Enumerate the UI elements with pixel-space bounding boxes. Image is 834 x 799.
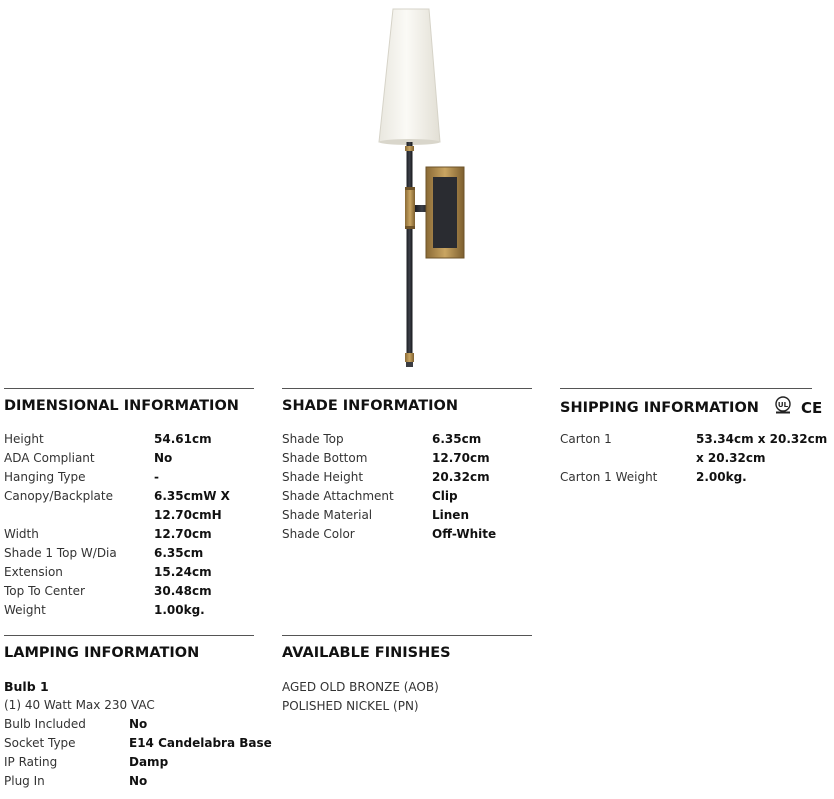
- spec-label: Width: [4, 527, 39, 541]
- spec-value: x 20.32cm: [696, 451, 766, 465]
- spec-label: Bulb Included: [4, 717, 86, 731]
- spec-label: Top To Center: [4, 584, 85, 598]
- spec-label: Weight: [4, 603, 46, 617]
- spec-row: [282, 449, 532, 468]
- spec-row: [4, 753, 254, 772]
- section-heading: LAMPING INFORMATION: [4, 645, 200, 661]
- spec-value: Linen: [432, 508, 469, 522]
- spec-label: [4, 506, 154, 525]
- spec-value: No: [154, 451, 173, 465]
- shipping-heading-text: SHIPPING INFORMATION: [560, 400, 759, 416]
- spec-row: [4, 430, 254, 449]
- section-heading: AVAILABLE FINISHES: [282, 645, 451, 661]
- finishes-section: [282, 635, 532, 716]
- spec-row: [560, 449, 812, 468]
- spec-label: Shade Material: [282, 508, 373, 522]
- shipping-rows: [560, 430, 828, 487]
- section-divider: [282, 635, 532, 636]
- shade-rows: [282, 430, 532, 544]
- spec-row: [4, 601, 254, 620]
- spec-value: 30.48cm: [154, 584, 212, 598]
- spec-value: 6.35cm: [432, 432, 482, 446]
- section-divider: [282, 388, 532, 389]
- spec-label: IP Rating: [4, 755, 58, 769]
- spec-row: [282, 506, 532, 525]
- ul-listed-icon: [772, 396, 794, 420]
- spec-value: 12.70cm: [432, 451, 490, 465]
- spec-label: Plug In: [4, 774, 45, 788]
- dimensional-rows: [4, 430, 254, 620]
- spec-value: No: [129, 774, 148, 788]
- spec-row: [4, 449, 254, 468]
- spec-row: [4, 487, 254, 506]
- spec-value: -: [154, 470, 159, 484]
- spec-value: 6.35cm: [154, 546, 204, 560]
- spec-value: 12.70cm: [154, 527, 212, 541]
- section-heading: [560, 396, 823, 417]
- spec-label: Hanging Type: [4, 470, 86, 484]
- ce-mark-icon: CE: [801, 399, 823, 417]
- bulb-description: (1) 40 Watt Max 230 VAC: [4, 698, 155, 712]
- spec-row: [282, 468, 532, 487]
- spec-row: [282, 487, 532, 506]
- spec-label: ADA Compliant: [4, 451, 95, 465]
- spec-row: [4, 715, 254, 734]
- shade-section: [282, 388, 532, 544]
- finish-item: AGED OLD BRONZE (AOB): [282, 680, 439, 694]
- section-heading: DIMENSIONAL INFORMATION: [4, 398, 239, 414]
- spec-row: [4, 563, 254, 582]
- spec-row: [4, 525, 254, 544]
- lamping-rows: [4, 715, 272, 791]
- spec-value: No: [129, 717, 148, 731]
- section-divider: [4, 388, 254, 389]
- dimensional-section: [4, 388, 254, 620]
- wall-sconce-illustration: [360, 0, 480, 375]
- spec-value: 12.70cmH: [154, 508, 222, 522]
- spec-value: Off-White: [432, 527, 497, 541]
- spec-value: 15.24cm: [154, 565, 212, 579]
- finish-item: POLISHED NICKEL (PN): [282, 699, 419, 713]
- spec-value: 2.00kg.: [696, 470, 747, 484]
- spec-label: Shade Top: [282, 432, 344, 446]
- spec-row: [4, 772, 254, 791]
- spec-label: Shade Attachment: [282, 489, 394, 503]
- bulb-title: Bulb 1: [4, 679, 49, 694]
- spec-label: Carton 1: [560, 432, 612, 446]
- shipping-section: [560, 388, 828, 487]
- lamping-section: [4, 635, 272, 791]
- spec-row: [4, 544, 254, 563]
- spec-label: Extension: [4, 565, 63, 579]
- section-heading: SHADE INFORMATION: [282, 398, 458, 414]
- spec-label: Shade Bottom: [282, 451, 368, 465]
- spec-label: Socket Type: [4, 736, 76, 750]
- spec-value: 20.32cm: [432, 470, 490, 484]
- spec-value: 1.00kg.: [154, 603, 205, 617]
- spec-value: 54.61cm: [154, 432, 212, 446]
- section-divider: [4, 635, 254, 636]
- product-image: [360, 0, 480, 375]
- spec-value: Clip: [432, 489, 458, 503]
- spec-row: [4, 468, 254, 487]
- spec-label: Shade Color: [282, 527, 355, 541]
- spec-label: Canopy/Backplate: [4, 489, 113, 503]
- spec-row: [560, 430, 828, 449]
- spec-value: 6.35cmW X: [154, 489, 230, 503]
- spec-row: [4, 734, 272, 753]
- spec-row: [282, 525, 532, 544]
- spec-row: [560, 468, 812, 487]
- spec-value: 53.34cm x 20.32cm: [696, 432, 828, 446]
- spec-label: Shade Height: [282, 470, 364, 484]
- section-divider: [560, 388, 812, 389]
- spec-row: [4, 582, 254, 601]
- finishes-list: [282, 678, 532, 716]
- spec-row: [4, 506, 254, 525]
- spec-label: Carton 1 Weight: [560, 470, 658, 484]
- spec-label: [560, 449, 696, 468]
- spec-label: Shade 1 Top W/Dia: [4, 546, 117, 560]
- spec-row: [282, 430, 532, 449]
- spec-value: E14 Candelabra Base: [129, 736, 272, 750]
- spec-label: Height: [4, 432, 44, 446]
- ul-cert-text: UL: [777, 401, 789, 409]
- spec-value: Damp: [129, 755, 169, 769]
